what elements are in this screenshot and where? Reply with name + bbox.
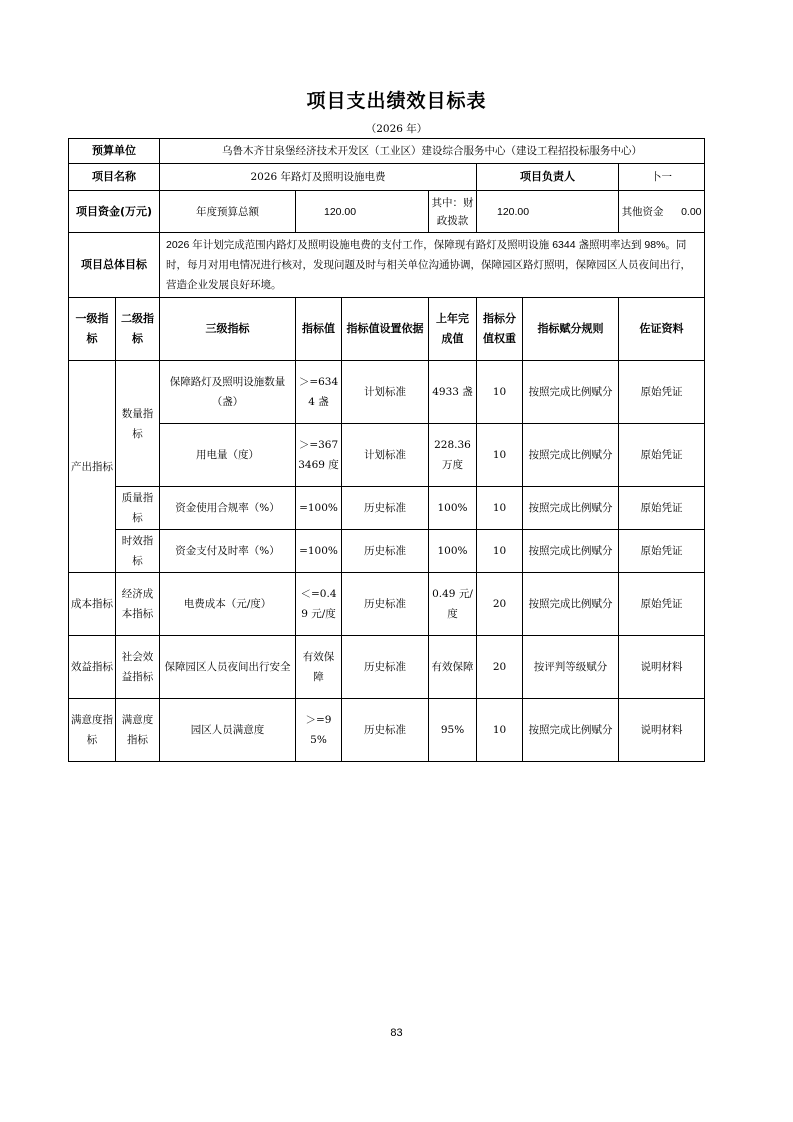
- other-funds-label: 其他资金: [621, 205, 664, 218]
- header-level1: 一级指标: [69, 298, 116, 361]
- year-label: （2026 年）: [365, 123, 428, 135]
- project-leader-value: 卜一: [619, 164, 705, 191]
- weight-cell: 10: [477, 530, 523, 573]
- weight-cell: 10: [477, 699, 523, 762]
- level2-timeliness: 时效指标: [116, 530, 160, 573]
- page-number: 83: [390, 1027, 403, 1039]
- value-cell: ＞=3673469 度: [296, 424, 342, 487]
- rule-cell: 按照完成比例赋分: [523, 487, 619, 530]
- level3-cell: 保障路灯及照明设施数量（盏）: [160, 361, 296, 424]
- level1-output: 产出指标: [69, 361, 116, 573]
- overall-goal-label: 项目总体目标: [69, 233, 160, 298]
- header-value: 指标值: [296, 298, 342, 361]
- annual-total-label: 年度预算总额: [160, 191, 296, 233]
- basis-cell: 历史标准: [342, 699, 429, 762]
- table-row: [69, 424, 705, 487]
- project-name-value: 2026 年路灯及照明设施电费: [160, 164, 477, 191]
- level2-satisfaction: 满意度指标: [116, 699, 160, 762]
- funds-label: 项目资金(万元): [69, 191, 160, 233]
- level2-quality: 质量指标: [116, 487, 160, 530]
- value-cell: =100%: [296, 530, 342, 573]
- evidence-cell: 原始凭证: [619, 424, 705, 487]
- header-level3: 三级指标: [160, 298, 296, 361]
- table-row: [69, 487, 705, 530]
- last-year-cell: 95%: [429, 699, 477, 762]
- weight-cell: 10: [477, 424, 523, 487]
- project-leader-label: 项目负责人: [477, 164, 619, 191]
- fiscal-value: 120.00: [477, 191, 619, 233]
- page-title: 项目支出绩效目标表: [306, 90, 487, 112]
- level2-quantity: 数量指标: [116, 361, 160, 487]
- level2-social-benefit: 社会效益指标: [116, 636, 160, 699]
- table-row: [69, 699, 705, 762]
- performance-table: [68, 138, 705, 762]
- level1-cost: 成本指标: [69, 573, 116, 636]
- header-evidence: 佐证资料: [619, 298, 705, 361]
- rule-cell: 按照完成比例赋分: [523, 530, 619, 573]
- level3-cell: 资金使用合规率（%）: [160, 487, 296, 530]
- evidence-cell: 说明材料: [619, 699, 705, 762]
- last-year-cell: 100%: [429, 487, 477, 530]
- budget-unit-label: 预算单位: [69, 139, 160, 164]
- rule-cell: 按照完成比例赋分: [523, 361, 619, 424]
- other-funds-value: [619, 191, 705, 233]
- last-year-cell: 4933 盏: [429, 361, 477, 424]
- header-basis: 指标值设置依据: [342, 298, 429, 361]
- last-year-cell: 100%: [429, 530, 477, 573]
- value-cell: 有效保障: [296, 636, 342, 699]
- rule-cell: 按照完成比例赋分: [523, 573, 619, 636]
- rule-cell: 按照完成比例赋分: [523, 699, 619, 762]
- basis-cell: 历史标准: [342, 530, 429, 573]
- last-year-cell: 有效保障: [429, 636, 477, 699]
- level3-cell: 保障园区人员夜间出行安全: [160, 636, 296, 699]
- weight-cell: 20: [477, 636, 523, 699]
- level3-cell: 电费成本（元/度）: [160, 573, 296, 636]
- basis-cell: 历史标准: [342, 573, 429, 636]
- last-year-cell: 228.36 万度: [429, 424, 477, 487]
- level3-cell: 资金支付及时率（%）: [160, 530, 296, 573]
- evidence-cell: 原始凭证: [619, 361, 705, 424]
- weight-cell: 10: [477, 361, 523, 424]
- table-row: [69, 636, 705, 699]
- weight-cell: 10: [477, 487, 523, 530]
- rule-cell: 按照完成比例赋分: [523, 424, 619, 487]
- basis-cell: 历史标准: [342, 636, 429, 699]
- level3-cell: 园区人员满意度: [160, 699, 296, 762]
- table-row: [69, 573, 705, 636]
- annual-total-value: 120.00: [296, 191, 429, 233]
- level1-satisfaction: 满意度指标: [69, 699, 116, 762]
- fiscal-label: 其中：财政拨款: [429, 191, 477, 233]
- header-last-year: 上年完成值: [429, 298, 477, 361]
- level1-benefit: 效益指标: [69, 636, 116, 699]
- budget-unit-value: 乌鲁木齐甘泉堡经济技术开发区（工业区）建设综合服务中心（建设工程招投标服务中心）: [160, 139, 705, 164]
- basis-cell: 历史标准: [342, 487, 429, 530]
- evidence-cell: 原始凭证: [619, 530, 705, 573]
- value-cell: =100%: [296, 487, 342, 530]
- level2-economic-cost: 经济成本指标: [116, 573, 160, 636]
- last-year-cell: 0.49 元/度: [429, 573, 477, 636]
- overall-goal-text: 2026 年计划完成范围内路灯及照明设施电费的支付工作，保障现有路灯及照明设施 6344 盏照明率达到 98%。同时，每月对用电情况进行核对，发现问题及时与相关单位沟通协调，保障园区路灯照明，保障园区人员夜间出行，营造企业发展良好环境。: [160, 233, 705, 298]
- basis-cell: 计划标准: [342, 361, 429, 424]
- weight-cell: 20: [477, 573, 523, 636]
- header-level2: 二级指标: [116, 298, 160, 361]
- table-row: [69, 361, 705, 424]
- other-funds-amount: 0.00: [681, 205, 702, 218]
- header-weight: 指标分值权重: [477, 298, 523, 361]
- basis-cell: 计划标准: [342, 424, 429, 487]
- evidence-cell: 原始凭证: [619, 573, 705, 636]
- table-row: [69, 530, 705, 573]
- header-rule: 指标赋分规则: [523, 298, 619, 361]
- value-cell: ＞=95%: [296, 699, 342, 762]
- level3-cell: 用电量（度）: [160, 424, 296, 487]
- value-cell: ＜=0.49 元/度: [296, 573, 342, 636]
- evidence-cell: 原始凭证: [619, 487, 705, 530]
- rule-cell: 按评判等级赋分: [523, 636, 619, 699]
- evidence-cell: 说明材料: [619, 636, 705, 699]
- value-cell: ＞=6344 盏: [296, 361, 342, 424]
- project-name-label: 项目名称: [69, 164, 160, 191]
